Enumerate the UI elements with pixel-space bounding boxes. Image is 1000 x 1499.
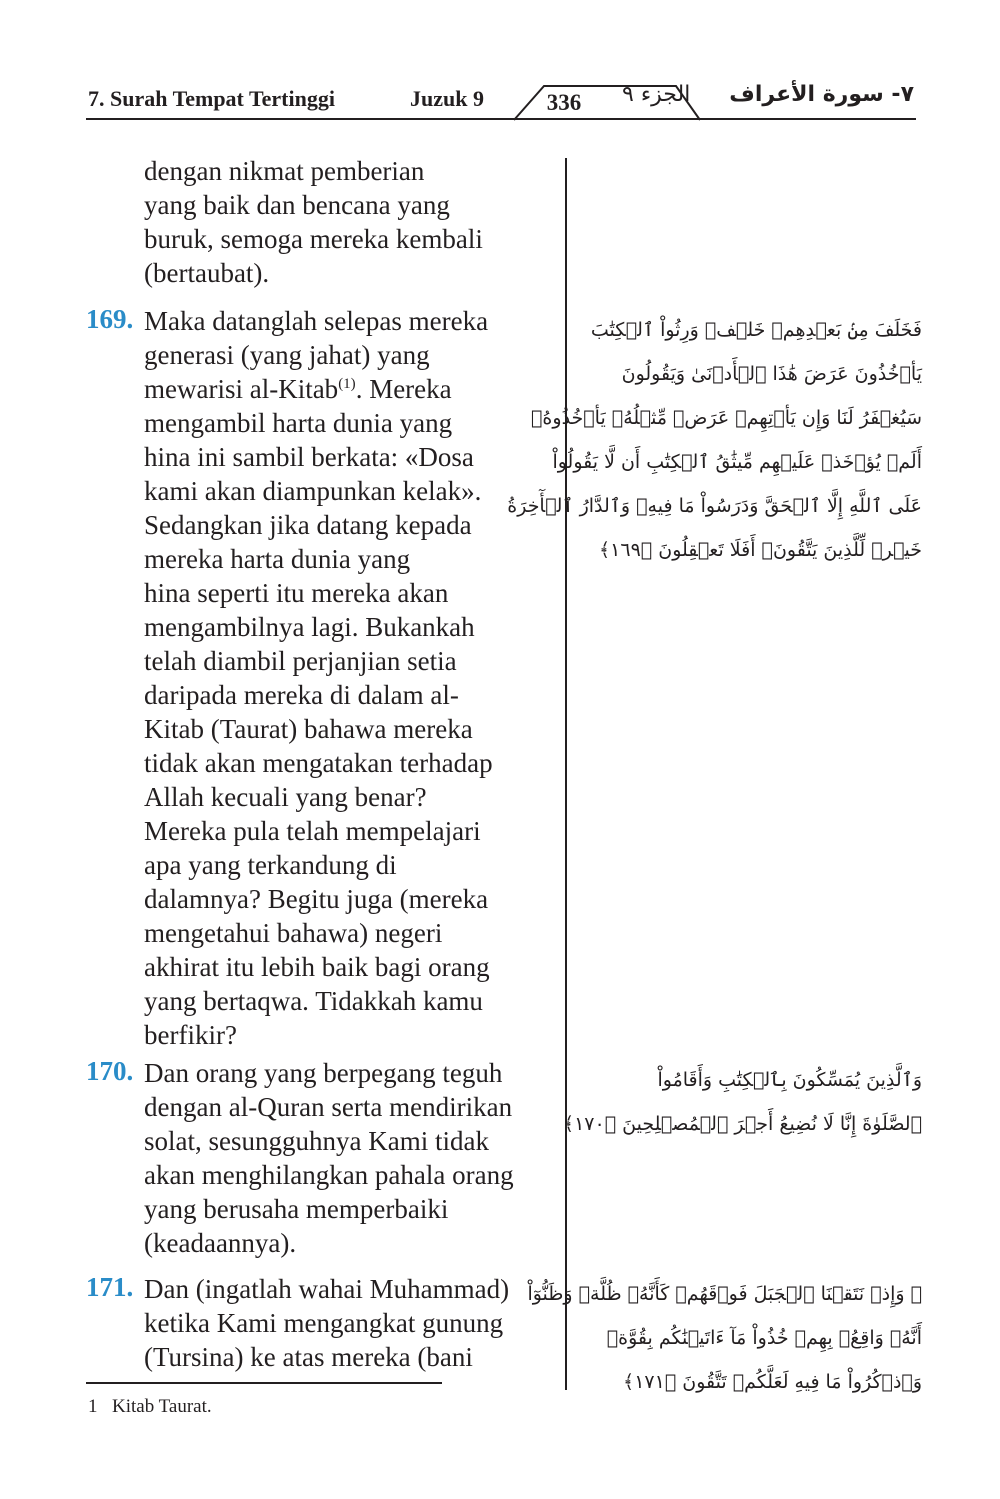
verse-number: 171. [86, 1272, 134, 1302]
text-line: Sedangkan jika datang kepada [144, 510, 472, 540]
text-line: hina seperti itu mereka akan [144, 578, 449, 608]
arabic-line: أَلَمۡ يُؤۡخَذۡ عَلَيۡهِم مِّيثَٰقُ ٱلۡكِتَٰبِ أَن لَّا يَقُولُواْ [552, 451, 922, 473]
arabic-verse-170 [562, 1058, 922, 1146]
footnote [88, 1396, 212, 1418]
surah-title: 7. Surah Tempat Tertinggi [88, 86, 335, 111]
text-line: hina ini sambil berkata: «Dosa [144, 442, 474, 472]
header-rule [86, 118, 916, 120]
text-line: daripada mereka di dalam al- [144, 680, 459, 710]
text-line: dalamnya? Begitu juga (mereka [144, 884, 489, 914]
juzuk-label: Juzuk 9 [410, 86, 484, 111]
text-line: yang baik dan bencana yang [144, 190, 450, 220]
text-line: mengambilnya lagi. Bukankah [144, 612, 475, 642]
arabic-verse-171 [527, 1272, 922, 1404]
text-line: dengan al-Quran serta mendirikan [144, 1092, 513, 1122]
text-line: dengan nikmat pemberian [144, 156, 425, 186]
footnote-number: 1 [88, 1396, 98, 1417]
text-line: yang bertaqwa. Tidakkah kamu [144, 986, 483, 1016]
text-line: solat, sesungguhnya Kami tidak [144, 1126, 489, 1156]
text-line: yang berusaha memperbaiki [144, 1194, 449, 1224]
text-line: apa yang terkandung di [144, 850, 397, 880]
text-line: (Tursina) ke atas mereka (bani [144, 1342, 473, 1372]
arabic-verse-169 [507, 308, 922, 572]
text-line: Maka datanglah selepas mereka [144, 306, 489, 336]
juz-arabic: الجزء ٩ [622, 82, 691, 107]
text-line: kami akan diampunkan kelak». [144, 476, 482, 506]
text-line: (keadaannya). [144, 1228, 297, 1258]
arabic-line: فَخَلَفَ مِنۢ بَعۡدِهِمۡ خَلۡفٞ وَرِثُواْ ٱلۡكِتَٰبَ [590, 319, 922, 341]
arabic-line: خَيۡرٞ لِّلَّذِينَ يَتَّقُونَۚ أَفَلَا تَعۡقِلُونَ ﴿١٦٩﴾ [599, 539, 922, 561]
text-line: Mereka pula telah mempelajari [144, 816, 481, 846]
arabic-line: ٱلصَّلَوٰةَ إِنَّا لَا نُضِيعُ أَجۡرَ ٱلۡمُصۡلِحِينَ ﴿١٧٠﴾ [562, 1113, 922, 1135]
arabic-line: ۞ وَإِذۡ نَتَقۡنَا ٱلۡجَبَلَ فَوۡقَهُمۡ كَأَنَّهُۥ ظُلَّةٞ وَظَنُّوٓاْ [527, 1283, 922, 1305]
text-line: Dan (ingatlah wahai Muhammad) [144, 1274, 510, 1304]
arabic-line: يَأۡخُذُونَ عَرَضَ هَٰذَا ٱلۡأَدۡنَىٰ وَيَقُولُونَ [621, 363, 922, 385]
text-line: (bertaubat). [144, 258, 270, 288]
footnote-text: Kitab Taurat. [112, 1396, 212, 1417]
page-number: 336 [546, 90, 582, 115]
text-line: mengetahui bahawa) negeri [144, 918, 443, 948]
text-line: buruk, semoga mereka kembali [144, 224, 483, 254]
footnote-rule [86, 1382, 442, 1384]
text-line: Dan orang yang berpegang teguh [144, 1058, 503, 1088]
arabic-line: سَيُغۡفَرُ لَنَا وَإِن يَأۡتِهِمۡ عَرَضٞ مِّثۡلُهُۥ يَأۡخُذُوهُۚ [531, 407, 922, 429]
text-line: mereka harta dunia yang [144, 544, 411, 574]
arabic-line: أَنَّهُۥ وَاقِعُۢ بِهِمۡ خُذُواْ مَآ ءَاتَيۡنَٰكُم بِقُوَّةٖ [606, 1327, 922, 1349]
page-header [86, 72, 916, 124]
text-line-with-footnote: mewarisi al-Kitab$^{(1)}$. Mereka [144, 374, 452, 404]
text-line: Kitab (Taurat) bahawa mereka [144, 714, 473, 744]
surah-title-arabic: ٧- سورة الأعراف [729, 82, 914, 107]
verse-number: 169. [86, 304, 134, 334]
column-divider [565, 158, 567, 1390]
text-line: tidak akan mengatakan terhadap [144, 748, 493, 778]
text-line: telah diambil perjanjian setia [144, 646, 457, 676]
text-line: ketika Kami mengangkat gunung [144, 1308, 504, 1338]
arabic-line: عَلَى ٱللَّهِ إِلَّا ٱلۡحَقَّ وَدَرَسُواْ مَا فِيهِۗ وَٱلدَّارُ ٱلۡأٓخِرَةُ [507, 495, 922, 517]
arabic-line: وَٱذۡكُرُواْ مَا فِيهِ لَعَلَّكُمۡ تَتَّقُونَ ﴿١٧١﴾ [623, 1371, 922, 1393]
text-line: generasi (yang jahat) yang [144, 340, 430, 370]
footnote-ref[interactable]: (1) [338, 376, 356, 392]
text-line: akhirat itu lebih baik bagi orang [144, 952, 490, 982]
verse-number: 170. [86, 1056, 134, 1086]
text-line: berfikir? [144, 1020, 237, 1050]
text-line: mengambil harta dunia yang [144, 408, 453, 438]
arabic-line: وَٱلَّذِينَ يُمَسِّكُونَ بِٱلۡكِتَٰبِ وَأَقَامُواْ [657, 1069, 922, 1091]
text-line: Allah kecuali yang benar? [144, 782, 427, 812]
text-line: akan menghilangkan pahala orang [144, 1160, 514, 1190]
